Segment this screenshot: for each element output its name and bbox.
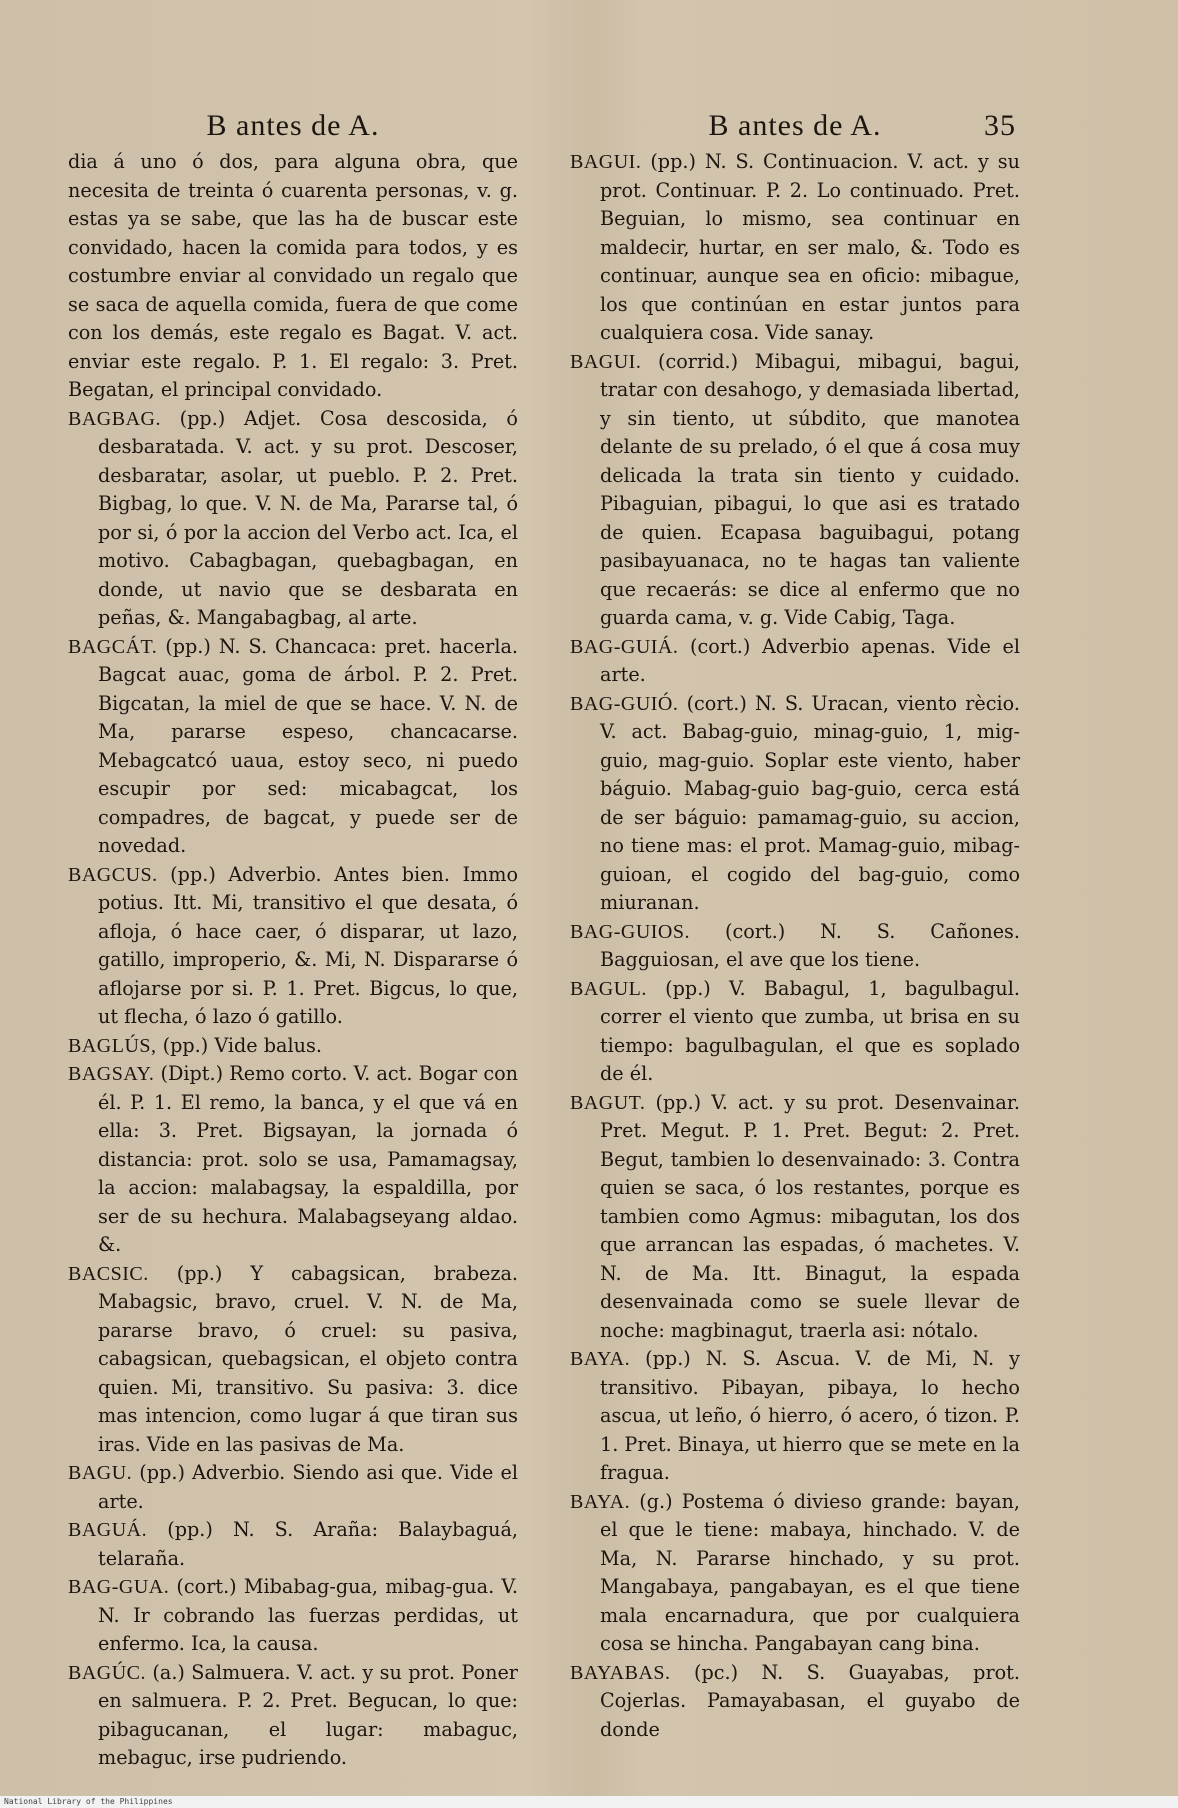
dictionary-entry xyxy=(68,148,518,405)
entry-headword: BAYA. xyxy=(570,1348,631,1370)
dictionary-entry xyxy=(570,148,1020,348)
entry-text: (corrid.) Mibagui, mibagui, bagui, tratar con desahogo, y demasiada libertad, y sin tiento, ut súbdito, que manotea delante de su prelado, ó el que á cosa muy delicada la trata sin tiento y cuidado. Pibaguian, pibagui, lo que asi es tratado de quien. Ecapasa baguibagui, potang pasibayuanaca, no te hagas tan valiente que recaerás: se dice al enfermo que no guarda cama, v. g. Vide Cabig, Taga. xyxy=(600,349,1020,629)
entry-text: (a.) Salmuera. V. act. y su prot. Poner en salmuera. P. 2. Pret. Begucan, lo que: pibagucanan, el lugar: mabaguc, mebaguc, irse pudriendo. xyxy=(98,1660,518,1769)
entry-text: (Dipt.) Remo corto. V. act. Bogar con él. P. 1. El remo, la banca, y el que vá en ella: 3. Pret. Bigsayan, la jornada ó distancia: prot. solo se usa, Pamamagsay, la accion: malabagsay, la espaldilla, por ser de su hechura. Malabagseyang aldao. &. xyxy=(98,1062,518,1256)
entry-text: (pp.) N. S. Araña: Balaybaguá, telaraña. xyxy=(98,1518,518,1570)
dictionary-entry xyxy=(68,861,518,1032)
entry-text: (cort.) Adverbio apenas. Vide el arte. xyxy=(600,634,1020,686)
dictionary-entry xyxy=(68,1573,518,1659)
entry-headword: BAGUI. xyxy=(570,151,642,173)
entry-headword: BAGCUS. xyxy=(68,863,158,886)
entry-text: dia á uno ó dos, para alguna obra, que necesita de treinta ó cuarenta personas, v. g. estas ya se sabe, que las ha de buscar este convidado, hacen la comida para todos, y es costumbre enviar al convidado un regalo que se saca de aquella comida, fuera de que come con los demás, este regalo es Bagat. V. act. enviar este regalo. P. 1. El regalo: 3. Pret. Begatan, el principal convidado. xyxy=(68,150,518,401)
entry-text: (pp.) Adverbio. Antes bien. Immo potius. Itt. Mi, transitivo el que desata, ó afloja, ó hace caer, ó disparar, ut lazo, gatillo, improperio, &. Mi, N. Dispararse ó aflojarse por si. P. 1. Pret. Bigcus, lo que, ut flecha, ó lazo ó gatillo. xyxy=(98,862,518,1028)
entry-text: (pp.) Y cabagsican, brabeza. Mabagsic, bravo, cruel. V. N. de Ma, pararse bravo, ó cruel: su pasiva, cabagsican, quebagsican, el objeto contra quien. Mi, transitivo. Su pasiva: 3. dice mas intencion, como lugar á que tiran sus iras. Vide en las pasivas de Ma. xyxy=(98,1261,518,1456)
entry-headword: BAGBAG. xyxy=(68,407,161,430)
entry-headword: BAGUÁ. xyxy=(68,1519,148,1541)
entry-text: (pp.) Adverbio. Siendo asi que. Vide el arte. xyxy=(98,1461,518,1513)
dictionary-entry xyxy=(570,1345,1020,1488)
left-entries xyxy=(68,148,518,1773)
right-column xyxy=(570,108,1020,1744)
dictionary-entry xyxy=(68,1032,518,1061)
dictionary-entry xyxy=(570,975,1020,1089)
library-footer: National Library of the Philippines xyxy=(0,1796,1178,1808)
entry-text: (pp.) Vide balus. xyxy=(162,1033,322,1057)
left-column xyxy=(68,108,518,1773)
dictionary-entry xyxy=(68,1060,518,1260)
dictionary-entry xyxy=(68,1459,518,1516)
dictionary-entry xyxy=(570,690,1020,918)
entry-headword: BAG-GUA. xyxy=(68,1576,170,1598)
dictionary-entry xyxy=(68,1659,518,1773)
entry-headword: BAYA. xyxy=(570,1490,631,1513)
dictionary-entry xyxy=(68,1260,518,1460)
entry-text: (pc.) N. S. Guayabas, prot. Cojerlas. Pamayabasan, el guyabo de donde xyxy=(600,1660,1020,1741)
entry-text: (g.) Postema ó divieso grande: bayan, el que le tiene: mabaya, hinchado. V. de Ma, N. Pararse hinchado, y su prot. Mangabaya, pangabayan, es el que tiene mala encarnadura, que por cualquiera cosa se hincha. Pangabayan cang bina. xyxy=(600,1489,1021,1655)
entry-headword: BAGCÁT. xyxy=(68,635,158,658)
entry-headword: BAG-GUIOS. xyxy=(570,920,690,943)
entry-headword: BACSIC. xyxy=(68,1262,149,1285)
entry-text: (cort.) N. S. Uracan, viento rècio. V. act. Babag-guio, minag-guio, 1, mig-guio, mag-guio. Soplar este viento, haber báguio. Mabag-guio bag-guio, cerca está de ser báguio: pamamag-guio, su accion, no tiene mas: el prot. Mamag-guio, mibag-guioan, el cogido del bag-guio, como miuranan. xyxy=(600,691,1020,914)
entry-headword: BAG-GUIÓ. xyxy=(570,692,679,715)
dictionary-entry xyxy=(570,1659,1020,1745)
left-running-header: B antes de A. xyxy=(206,109,380,142)
dictionary-entry xyxy=(68,633,518,861)
dictionary-entry xyxy=(570,918,1020,975)
entry-headword: BAGSAY. xyxy=(68,1063,155,1085)
dictionary-entry xyxy=(68,405,518,633)
entry-headword: BAGUT. xyxy=(570,1091,646,1114)
dictionary-entry xyxy=(570,633,1020,690)
entry-headword: BAGU. xyxy=(68,1462,133,1484)
entry-text: (cort.) N. S. Cañones. Bagguiosan, el ave que los tiene. xyxy=(600,919,1020,971)
entry-text: (pp.) V. Babagul, 1, bagulbagul. correr el viento que zumba, ut brisa en su tiempo: bagulbagulan, el que es soplado de él. xyxy=(600,976,1020,1085)
entry-headword: BAGUI. xyxy=(570,350,642,373)
entry-text: (pp.) Adjet. Cosa descosida, ó desbaratada. V. act. y su prot. Descoser, desbaratar, asolar, ut pueblo. P. 2. Pret. Bigbag, lo que. V. N. de Ma, Pararse tal, ó por si, ó por la accion del Verbo act. Ica, el motivo. Cabagbagan, quebagbagan, en donde, ut navio que se desbarata en peñas, &. Mangabagbag, al arte. xyxy=(98,406,518,629)
entry-headword: BAGUL. xyxy=(570,977,647,1000)
right-entries xyxy=(570,148,1020,1744)
entry-headword: BAYABAS. xyxy=(570,1661,671,1684)
entry-text: (cort.) Mibabag-gua, mibag-gua. V. N. Ir cobrando las fuerzas perdidas, ut enfermo. Ica, la causa. xyxy=(98,1575,518,1655)
entry-text: (pp.) N. S. Ascua. V. de Mi, N. y transitivo. Pibayan, pibaya, lo hecho ascua, ut leño, ó hierro, ó acero, ó tizon. P. 1. Pret. Binaya, ut hierro que se mete en la fragua. xyxy=(600,1347,1020,1484)
entry-headword: BAGÚC. xyxy=(68,1661,147,1684)
entry-text: (pp.) N. S. Continuacion. V. act. y su prot. Continuar. P. 2. Lo continuado. Pret. Beguian, lo mismo, sea continuar en maldecir, hurtar, en ser malo, &. Todo es continuar, aunque sea en oficio: mibague, los que continúan en estar juntos para cualquiera cosa. Vide sanay. xyxy=(600,150,1020,344)
entry-headword: BAGLÚS, xyxy=(68,1034,157,1057)
dictionary-entry xyxy=(68,1516,518,1573)
dictionary-entry xyxy=(570,1488,1020,1659)
right-header-text: B antes de A. xyxy=(708,109,882,142)
entry-text: (pp.) N. S. Chancaca: pret. hacerla. Bagcat auac, goma de árbol. P. 2. Pret. Bigcatan, la miel de que se hace. V. N. de Ma, pararse espeso, chancacarse. Mebagcatcó uaua, estoy seco, ni puedo escupir por sed: micabagcat, los compadres, de bagcat, y puede ser de novedad. xyxy=(98,634,518,857)
page-number: 35 xyxy=(984,109,1016,142)
dictionary-entry xyxy=(570,348,1020,633)
entry-headword: BAG-GUIÁ. xyxy=(570,635,679,658)
entry-text: (pp.) V. act. y su prot. Desenvainar. Pret. Megut. P. 1. Pret. Begut: 2. Pret. Begut, tambien lo desenvainado: 3. Contra quien se saca, ó los restantes, porque es tambien como Agmus: mibagutan, los dos que arrancan las espadas, ó machetes. V. N. de Ma. Itt. Binagut, la espada desenvainada como se suele llevar de noche: magbinagut, traerla asi: nótalo. xyxy=(600,1090,1020,1342)
right-running-header xyxy=(570,108,1020,144)
dictionary-entry xyxy=(570,1089,1020,1346)
